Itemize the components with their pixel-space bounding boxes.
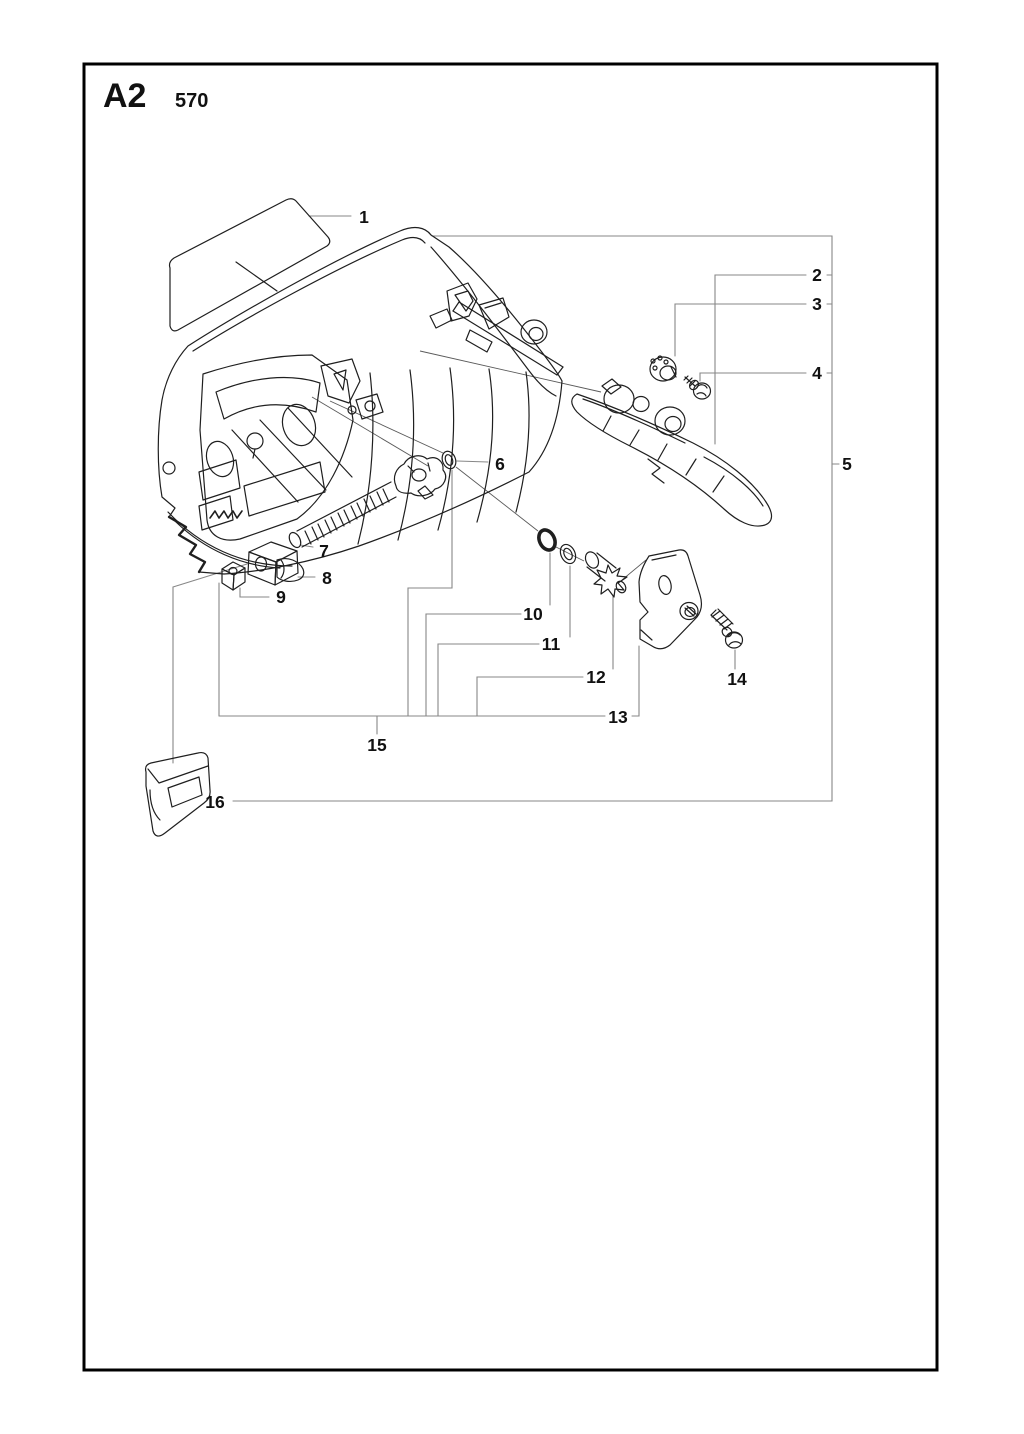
callout-3: 3 bbox=[812, 294, 822, 314]
part-16-rubber-block bbox=[146, 753, 211, 837]
callout-15: 15 bbox=[367, 735, 387, 755]
callout-14: 14 bbox=[727, 669, 747, 689]
assembly-axis-lines bbox=[312, 351, 646, 580]
part-drawings bbox=[146, 199, 772, 836]
callout-1: 1 bbox=[359, 207, 369, 227]
callout-16: 16 bbox=[205, 792, 225, 812]
part-9-nut bbox=[222, 562, 245, 590]
page-border bbox=[84, 64, 937, 1370]
part-10-o-ring bbox=[536, 527, 558, 552]
part-13-housing-plate bbox=[639, 550, 701, 649]
page-header bbox=[103, 77, 208, 115]
part-11-washer bbox=[557, 542, 578, 566]
callout-4: 4 bbox=[812, 363, 822, 383]
callout-10: 10 bbox=[523, 604, 543, 624]
model-number: 570 bbox=[175, 90, 209, 112]
callout-13: 13 bbox=[608, 707, 628, 727]
callout-11: 11 bbox=[541, 634, 561, 654]
callout-6: 6 bbox=[495, 454, 505, 474]
callout-numbers bbox=[205, 207, 852, 812]
part-7-tension-screw bbox=[287, 456, 446, 550]
part-3-bushing bbox=[650, 356, 676, 381]
callout-7: 7 bbox=[319, 541, 329, 561]
callout-2: 2 bbox=[812, 265, 822, 285]
part-4-screw bbox=[684, 376, 711, 399]
part-12-piston-gear bbox=[583, 550, 628, 597]
callout-9: 9 bbox=[276, 587, 286, 607]
callout-12: 12 bbox=[586, 667, 606, 687]
part-2-brake-lever bbox=[572, 379, 772, 526]
part-1-label-sticker bbox=[170, 199, 330, 331]
callout-5: 5 bbox=[842, 454, 852, 474]
part-14-screw bbox=[711, 609, 743, 648]
section-code: A2 bbox=[103, 77, 147, 115]
callout-8: 8 bbox=[322, 568, 332, 588]
part-5-clutch-cover bbox=[158, 228, 563, 574]
